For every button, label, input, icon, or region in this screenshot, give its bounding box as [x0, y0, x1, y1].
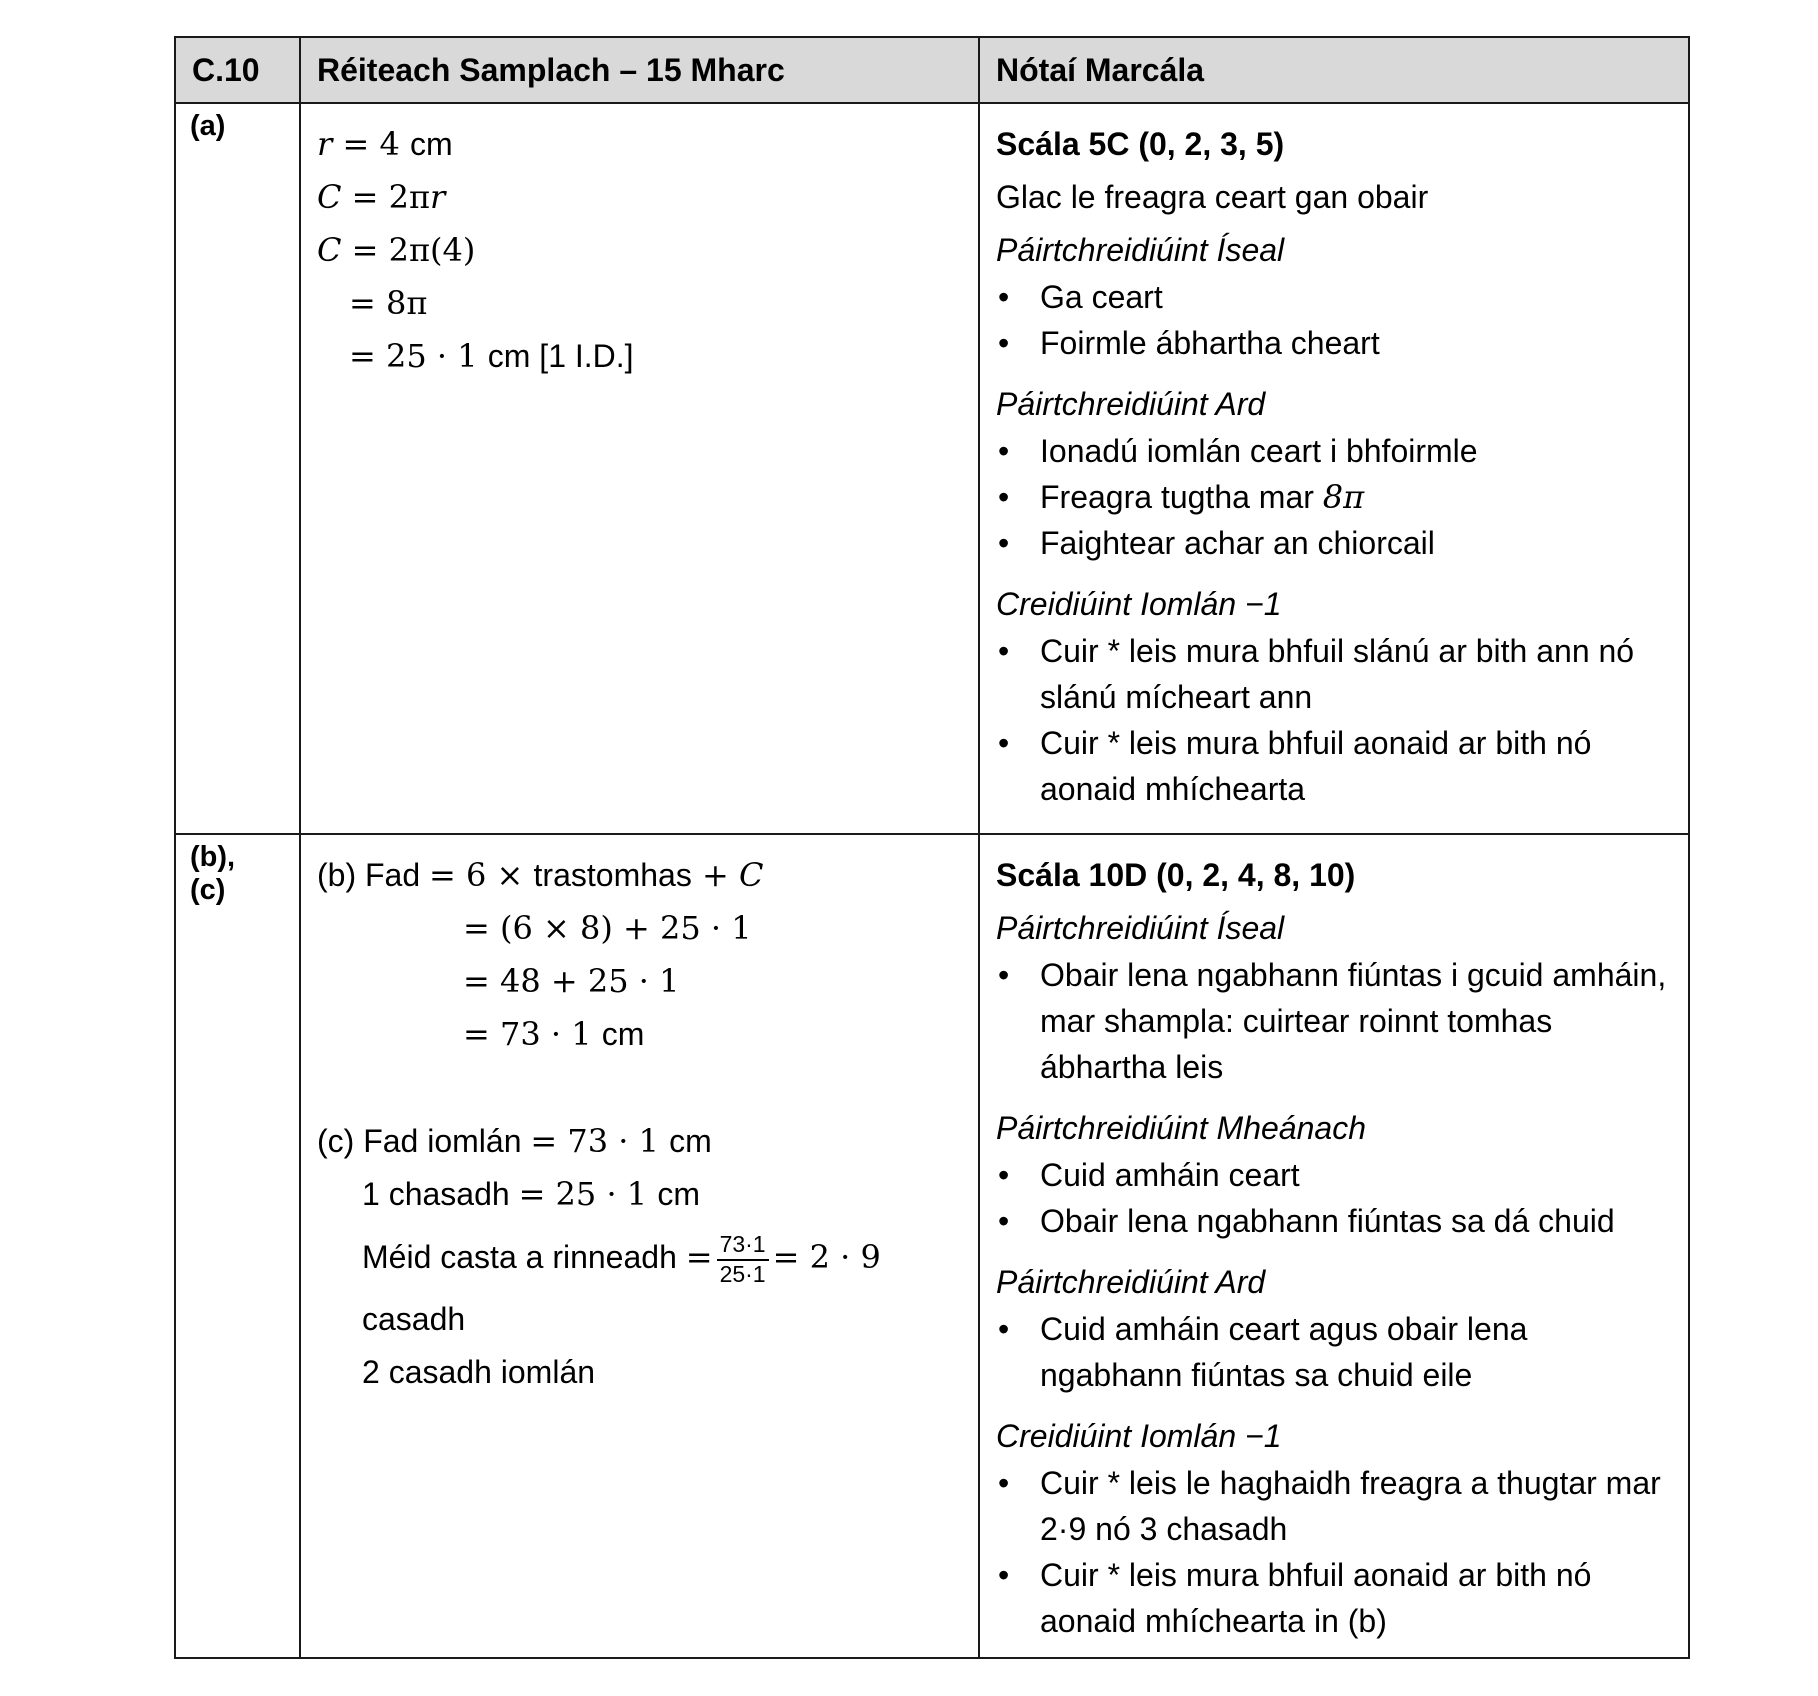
header-row [175, 37, 1689, 103]
low-partial-title-a: Páirtchreidiúint Íseal [996, 232, 1285, 268]
solution-b-line-2: = (6 × 8) + 25 · 1 [463, 909, 752, 947]
solution-c-line-4: casadh [362, 1301, 466, 1337]
part-bc-row [175, 834, 1689, 1658]
mid-partial-title-bc: Páirtchreidiúint Mheánach [996, 1110, 1366, 1146]
part-bc-notes [979, 834, 1689, 1658]
solution-b-line-4: = 73 · 1 cm [463, 1015, 645, 1053]
list-item: • Cuir * leis le haghaidh freagra a thugtar mar 2·9 nó 3 chasadh [996, 1460, 1672, 1552]
list-item: • Cuir * leis mura bhfuil aonaid ar bith nó aonaid mhíchearta [996, 720, 1672, 812]
solution-a-line-5: = 25 · 1 cm [1 I.D.] [349, 337, 634, 375]
low-partial-title-bc: Páirtchreidiúint Íseal [996, 910, 1285, 946]
high-partial-title-bc: Páirtchreidiúint Ard [996, 1264, 1266, 1300]
list-item: • Ionadú iomlán ceart i bhfoirmle [996, 428, 1672, 474]
high-partial-list-bc [996, 1306, 1672, 1398]
part-bc-label: (b), (c) [175, 834, 300, 1658]
list-item: • Cuir * leis mura bhfuil slánú ar bith ann nó slánú mícheart ann [996, 628, 1672, 720]
solution-a-line-2: C = 2πr [317, 178, 446, 216]
marking-notes-header: Nótaí Marcála [979, 37, 1689, 103]
solution-b-line-3: = 48 + 25 · 1 [463, 962, 680, 1000]
solution-a-line-3: C = 2π(4) [317, 231, 476, 269]
mid-partial-list-bc [996, 1152, 1672, 1244]
list-item: • Foirmle ábhartha cheart [996, 320, 1672, 366]
question-number-header: C.10 [175, 37, 300, 103]
high-partial-title-a: Páirtchreidiúint Ard [996, 386, 1266, 422]
solution-c-line-5: 2 casadh iomlán [362, 1354, 596, 1390]
list-item: • Cuir * leis mura bhfuil aonaid ar bith nó aonaid mhíchearta in (b) [996, 1552, 1672, 1644]
list-item: • Obair lena ngabhann fiúntas i gcuid amháin, mar shampla: cuirtear roinnt tomhas ábhartha leis [996, 952, 1672, 1090]
solution-c-line-1: (c) Fad iomlán = 73 · 1 cm [317, 1122, 712, 1160]
scale-bc: Scála 10D (0, 2, 4, 8, 10) [996, 857, 1356, 893]
no-work-note: Glac le freagra ceart gan obair [996, 179, 1429, 215]
solution-b-line-1: (b) Fad = 6 × trastomhas + C [317, 856, 764, 894]
scale-a: Scála 5C (0, 2, 3, 5) [996, 126, 1285, 162]
marking-scheme-table [174, 36, 1690, 1659]
solution-a-line-4: = 8π [349, 284, 428, 322]
sample-solution-header: Réiteach Samplach – 15 Mharc [300, 37, 979, 103]
turns-fraction: $\frac{73\cdot 1}{25\cdot 1}$ [717, 1231, 769, 1288]
full-credit-title-bc: Creidiúint Iomlán −1 [996, 1418, 1282, 1454]
list-item: • Freagra tugtha mar 8π [996, 474, 1672, 520]
list-item: • Faightear achar an chiorcail [996, 520, 1672, 566]
solution-c-line-3: Méid casta a rinneadh = $\frac{73\cdot 1}{25\cdot 1}$ = 2 · 9 [362, 1230, 881, 1287]
low-partial-list-a [996, 274, 1672, 366]
part-a-row [175, 103, 1689, 834]
full-credit-title-a: Creidiúint Iomlán −1 [996, 586, 1282, 622]
list-item: • Obair lena ngabhann fiúntas sa dá chuid [996, 1198, 1672, 1244]
low-partial-list-bc [996, 952, 1672, 1090]
part-a-label: (a) [175, 103, 300, 834]
solution-a-line-1: r = 4 cm [317, 125, 453, 163]
full-credit-list-a [996, 628, 1672, 812]
list-item: • Ga ceart [996, 274, 1672, 320]
list-item: • Cuid amháin ceart agus obair lena ngabhann fiúntas sa chuid eile [996, 1306, 1672, 1398]
list-item: • Cuid amháin ceart [996, 1152, 1672, 1198]
part-a-solution [300, 103, 979, 834]
solution-c-line-2: 1 chasadh = 25 · 1 cm [362, 1175, 700, 1213]
part-bc-solution [300, 834, 979, 1658]
full-credit-list-bc [996, 1460, 1672, 1644]
part-a-notes [979, 103, 1689, 834]
high-partial-list-a [996, 428, 1672, 566]
